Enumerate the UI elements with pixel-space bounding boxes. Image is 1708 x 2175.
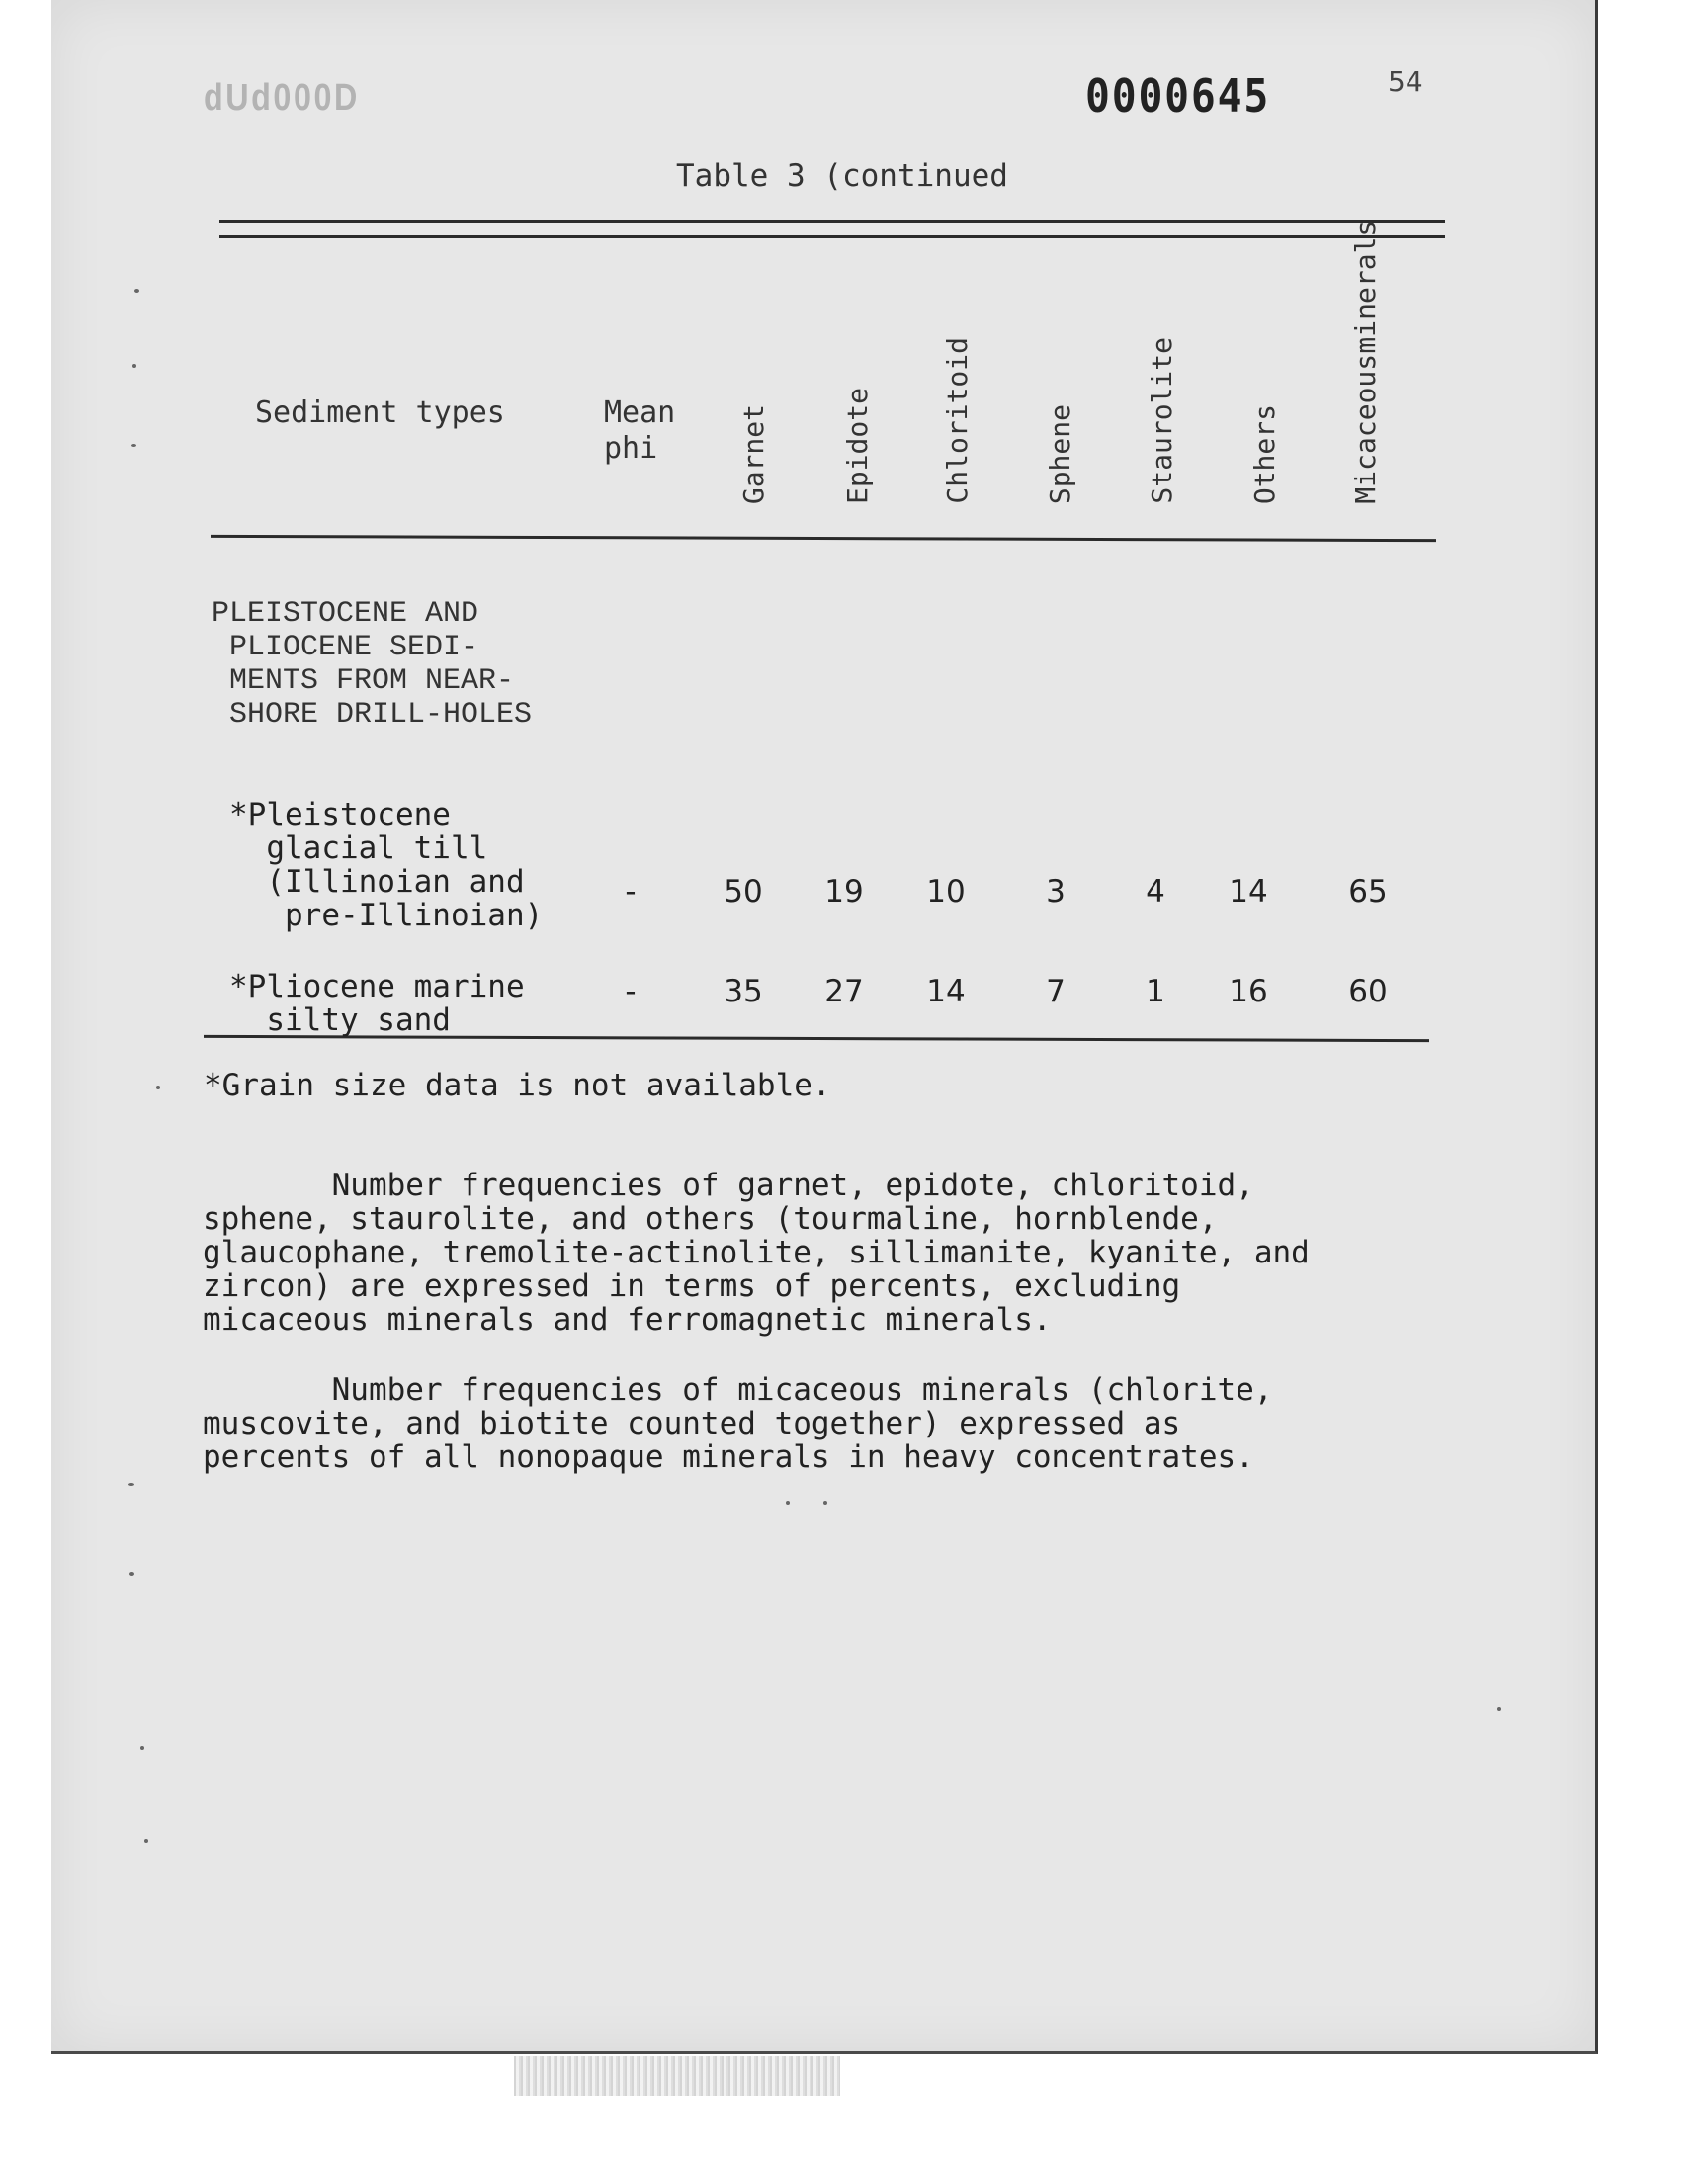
paragraph-line: micaceous minerals and ferromagnetic minerals.: [203, 1302, 1052, 1338]
column-header-others: Others: [1248, 403, 1281, 504]
group-heading-line: PLIOCENE SEDI-: [212, 631, 479, 664]
column-header-sphene: Sphene: [1044, 403, 1076, 504]
cell-others: 16: [1229, 974, 1268, 1009]
row-label-line: (Illinoian and: [229, 864, 525, 900]
scan-speck: [132, 364, 136, 368]
paragraph-number-frequencies: [203, 1135, 1310, 1370]
top-double-rule-1: [219, 220, 1445, 223]
cell-chloritoid: 14: [926, 974, 966, 1009]
scan-speck: [129, 1572, 134, 1576]
cell-epidote: 27: [824, 974, 864, 1009]
column-header-garnet: Garnet: [737, 403, 770, 504]
cell-sphene: 7: [1046, 974, 1066, 1009]
scan-speck: [131, 444, 136, 447]
group-heading-line: MENTS FROM NEAR-: [212, 664, 515, 698]
cell-chloritoid: 10: [926, 874, 966, 910]
scan-speck: [134, 289, 139, 293]
paragraph-line: percents of all nonopaque minerals in heavy concentrates.: [203, 1439, 1254, 1475]
cell-mean-phi: -: [625, 974, 637, 1009]
row-label-line: pre-Illinoian): [229, 898, 544, 933]
scan-speck: [144, 1839, 148, 1843]
group-heading-line: PLEISTOCENE AND: [212, 597, 479, 631]
cell-epidote: 19: [824, 874, 864, 910]
scan-speck: [156, 1086, 160, 1089]
top-double-rule-2: [219, 235, 1445, 238]
table-title: Table 3 (continued: [676, 158, 1008, 194]
paragraph-line: muscovite, and biotite counted together) expressed as: [203, 1406, 1181, 1441]
cell-micaceous: 60: [1348, 974, 1388, 1009]
faded-stamp: dUd000D: [204, 77, 360, 119]
column-header-epidote: Epidote: [841, 387, 874, 504]
column-header-staurolite: Staurolite: [1146, 337, 1178, 504]
paragraph-line: zircon) are expressed in terms of percents, excluding: [203, 1268, 1181, 1304]
row-label-line: glacial till: [229, 830, 488, 866]
scan-artifact-bar: [514, 2056, 840, 2096]
group-heading-line: SHORE DRILL-HOLES: [212, 698, 533, 732]
column-header-chloritoid: Chloritoid: [941, 337, 974, 504]
column-header-mean-phi: [604, 395, 675, 467]
micaceous-label: Micaceous: [1349, 354, 1382, 504]
column-header-micaceous-minerals: [1350, 220, 1382, 504]
row-label-line: silty sand: [229, 1002, 451, 1038]
cell-others: 14: [1229, 874, 1268, 910]
cell-micaceous: 65: [1348, 874, 1388, 910]
row-label-line: *Pleistocene: [229, 797, 451, 832]
cell-staurolite: 1: [1146, 974, 1165, 1009]
document-number-stamp: 0000645: [1085, 69, 1271, 123]
row-label-pliocene-sand: [229, 936, 525, 1071]
cell-staurolite: 4: [1146, 874, 1165, 910]
row-label-line: *Pliocene marine: [229, 969, 525, 1004]
cell-mean-phi: -: [625, 874, 637, 910]
scan-speck: [786, 1501, 790, 1505]
paragraph-line: sphene, staurolite, and others (tourmaline, hornblende,: [203, 1201, 1218, 1237]
paragraph-line: Number frequencies of garnet, epidote, chloritoid,: [203, 1168, 1254, 1203]
cell-garnet: 35: [724, 974, 763, 1009]
scan-speck: [128, 1483, 134, 1486]
cell-garnet: 50: [724, 874, 763, 910]
footnote: *Grain size data is not available.: [204, 1068, 831, 1103]
paragraph-line: glaucophane, tremolite-actinolite, sillimanite, kyanite, and: [203, 1235, 1310, 1270]
paragraph-micaceous-minerals: [203, 1340, 1273, 1508]
scan-speck: [140, 1746, 144, 1750]
page-number: 54: [1388, 65, 1423, 98]
group-heading: [212, 564, 532, 765]
column-header-sediment-types: Sediment types: [255, 395, 505, 430]
cell-sphene: 3: [1046, 874, 1066, 910]
minerals-label: minerals: [1349, 220, 1382, 355]
paragraph-line: Number frequencies of micaceous minerals (chlorite,: [203, 1372, 1273, 1408]
scan-speck: [823, 1501, 827, 1505]
mean-label: Mean: [604, 395, 676, 430]
phi-label: phi: [604, 431, 658, 466]
scan-speck: [1497, 1707, 1501, 1711]
